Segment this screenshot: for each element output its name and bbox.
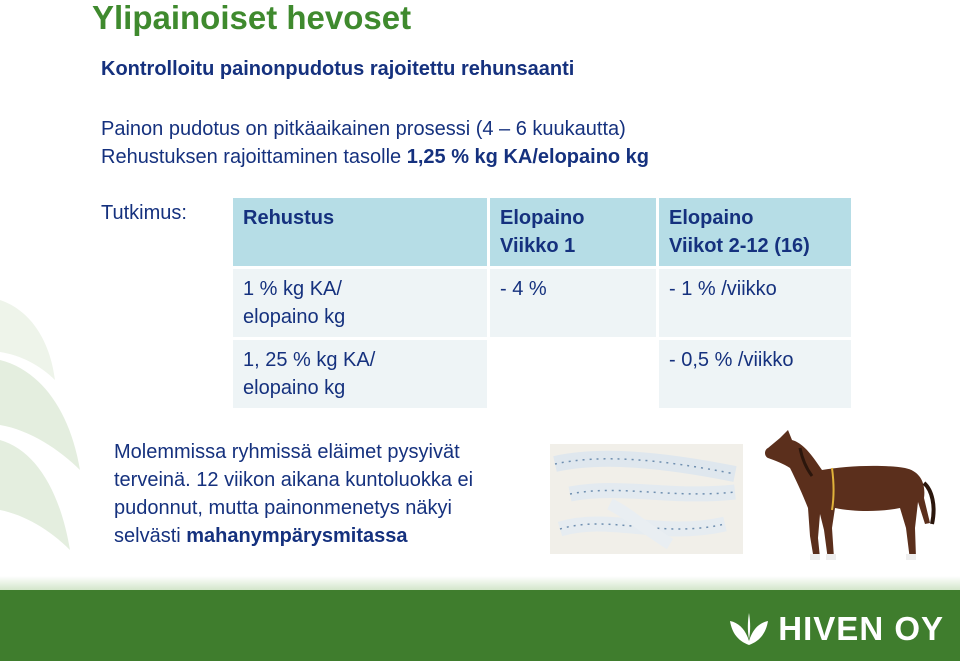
cell-week1: - 4 % — [487, 269, 656, 340]
intro-line-2-bold: 1,25 % kg KA/elopaino kg — [406, 146, 650, 168]
cell-week1 — [487, 340, 656, 411]
cell-feed: 1, 25 % kg KA/ elopaino kg — [233, 340, 487, 411]
decorative-leaf-graphic — [0, 300, 110, 600]
study-label: Tutkimus: — [101, 202, 187, 224]
intro-text — [101, 115, 649, 171]
intro-line-1: Painon pudotus on pitkäaikainen prosessi (4 – 6 kuukautta) — [101, 118, 626, 140]
table-row — [233, 269, 851, 340]
table-header-row — [233, 198, 851, 269]
header-feed: Rehustus — [233, 198, 487, 269]
horse-image — [760, 428, 940, 568]
table-row — [233, 340, 851, 411]
measuring-tape-image — [550, 444, 743, 554]
leaf-icon — [728, 611, 770, 647]
page-subtitle: Kontrolloitu painonpudotus rajoitettu rehunsaanti — [101, 58, 575, 80]
header-weeks-2-12: Elopaino Viikot 2-12 (16) — [656, 198, 851, 269]
cell-feed: 1 % kg KA/ elopaino kg — [233, 269, 487, 340]
cell-weeks-2-12: - 1 % /viikko — [656, 269, 851, 340]
company-logo — [728, 611, 944, 647]
intro-line-2-prefix: Rehustuksen rajoittaminen tasolle — [101, 146, 407, 168]
logo-text: HIVEN OY — [778, 610, 944, 647]
conclusion-text: Molemmissa ryhmissä eläimet pysyivät terveinä. 12 viikon aikana kuntoluokka ei pudonnut, mutta painonmenetys näkyi selvästi mahanympärysmitassa — [114, 441, 474, 547]
page-title: Ylipainoiset hevoset — [92, 0, 412, 36]
study-table — [233, 198, 851, 411]
cell-weeks-2-12: - 0,5 % /viikko — [656, 340, 851, 411]
header-week1: Elopaino Viikko 1 — [487, 198, 656, 269]
